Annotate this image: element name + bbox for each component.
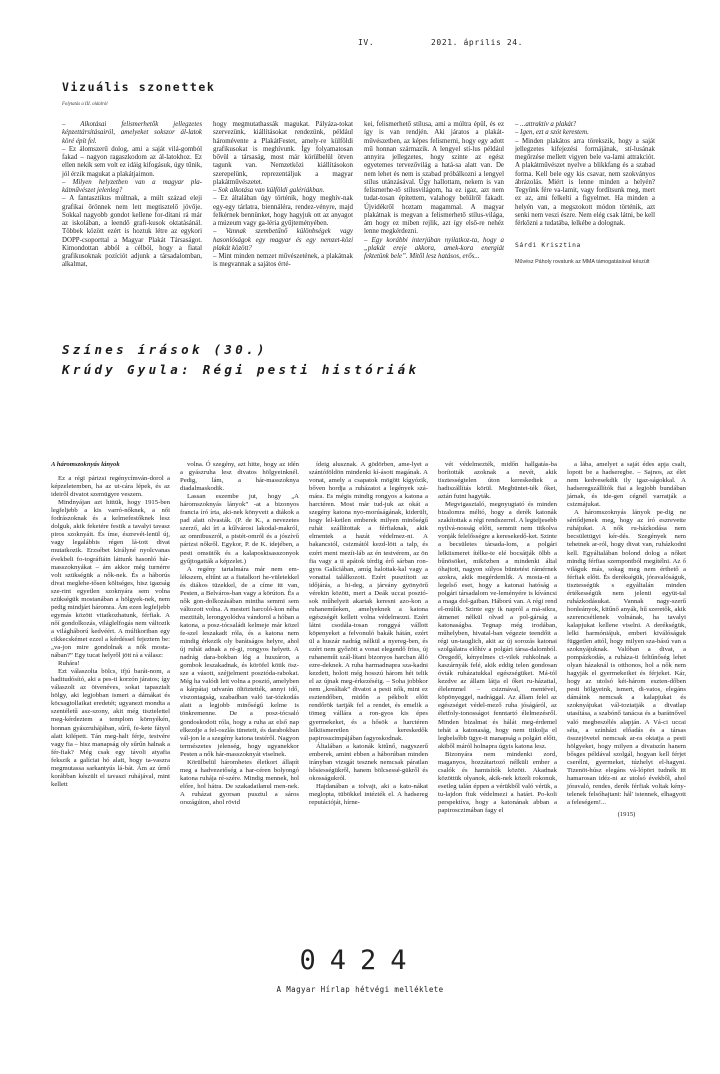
author-signature: Sárdi Krisztina: [515, 242, 581, 250]
interview-columns: [62, 121, 657, 270]
interview-question: – Sok alkotása van külföldi galériákban.: [213, 187, 325, 194]
article-paragraph: Megvigasztaló, megnyugtató és minden bizalomra méltó, hogy a derék katonák szakítottak a régi rendszerrel. A legteljesebb nyilvá-nosság előtt, semmit nem titkolva vonják felelősségre a keresekedő-ket. Szinte a becsületes társada-lom, a polgári lelkiismeret ítélke-te elé bocsátják ölbb a bűnösöket, miközben a mindenki által óhajtott, nagyon súlyos büntetést rámérnek azokra, akik megérdemlik. A mosta-ni a legelső eset, hogy a katonai hatóság a polgári társadalom ve-leményére is kíváncsi a maga dol-gaiban. Háború van. A régi rend el-múlik. Szinte egy ik napról a má-sikra, átmenet nélkül olvad a pol-gárság a katonaságba. Tegnap még irodában, műhelyben, hivatal-ban végezte teendőit a régi un-tauglich, akit az új sorozás katonai szolgálatra előhív a polgári társa-dalomból. Öregedő, kényelmes ci-vilek ruhkolnak a kaszárnyák felé, akik eddig telen gondosan óvták ruházatukkal egészségüket. Má-tól kezdve az állam látja el őket ru-házattal, élelemmel – csizmával, mentével, köpönyeggel, nadrággal. Az állam felel az egészséget védel-mező ruha jóságáról, az életfoly-tonosságot fenntartó élelmezésről. Minden bizalmat és hálát meg-érdemel tehát a katonaság, hogy nem titkolja el legbelsőbb ügye-it manapság a polgári előtt, akiből máról holnapra úgyis katona lesz.: [438, 501, 557, 750]
interview-question: – Alkotásai felismerhetők jellegzetes képzettársításairól, amelyeket sokszor ál-latok köré épít fel.: [62, 121, 202, 145]
article-column: [567, 461, 686, 819]
article-paragraph: Mindnyájan azt hittük, hogy 1915-ben legfeljebb a kis varró-nőknek, a női fodrászoknak és a kelmefestőknek lesz dolguk, akik feketére festik a tavalyi tavasz piros szoknyáit. És íme, észrevét-lenül új, vagy legalábbis régen lá-tott divat mutatkozik. Erzsébet királyné nyolcvanas évekbeli fo-tográfiáin láttunk hasonló hár-masszoknyákat – ám akkor még turnérre volt szükségük a nők-nek. És a háborús divat meglehe-tősen költséges, hisz igazság sze-rint egyetlen szoknyára sem volna szükségük mostanában a hölgyek-nek, nem pedig mindjárt háromra. Ám ezen legfeljebb egymás között vitatkozhatunk, férfiak. A nőí gondolkozás, világlelfogás nem változik a világháború kedvéért. A múltkoriban egy cikkecskémet ezzel a kérdéssel fejeztem be: „va-jon mire gondolnak a nők mosta-nában?” Egy tucat helyről jött rá a válasz:: [51, 499, 170, 660]
article-column: [180, 461, 299, 819]
article-paragraph: a lába, amelyet a saját édes apja csalt, lopott be a hadseregbe. – Sajnos, az élet nem kedvesekdik ily igaz-ságokkal. A hadseregszállítók fiai a legjobb bundában járnak, és ide-gen cégnél varratják a csizmájukat.: [567, 461, 686, 509]
article-paragraph: Körülbelül háromhetes életkort állapít meg a hadvezetőség a har-céren bolyongó katona ruhája ré-szére. Mindig mennek, hol előre, hol hátra. De szakadatlanul men-nek. A ruházat gyorsan pusztul a sáros országúton, ahol rövid: [180, 758, 299, 806]
series-title: Színes írások (30.): [62, 342, 268, 357]
article-paragraph: volna. Ó szegény, azt hitte, hogy az idén a gyászruha lesz divatos hölgyeinknél. Pedig, lám, a hár-masszoknya diadalmaskodik.: [180, 461, 299, 493]
article-column: [51, 461, 170, 819]
interview-column: [364, 121, 504, 270]
interview-answer: hogy megmutathassák magukat. Pályáza-tokat szervezünk, kiállításokat rendezünk, például háromévente a PlakátFestet, amely-re külföldi grafikusokat is meghívunk. Így folyamatosan bővül a társaság, most már körülbelül ötven tagunk van. Nemzetközi kiállításokon szerepelünk, reprezentáljuk a magyar plakátművészetet.: [213, 121, 353, 186]
article-column: [438, 461, 557, 819]
article-paragraph: ídeig alusznak. A gödörben, ame-lyet a szántóföldön mindenki kí-ásott magának. A vonat, amely a csapatok mögött kígyózik, bőven hordja a ruházatot a legények szá-mára. Es mégis mindig rongyos a katona a harctéren. Most már tud-juk az okát a szegény katona nyo-morúságának, kiderült, hogy lel-ketlen emberek milyen minőségű ruhát szállítottak a férfiaknak, akik elmentek a hazát védelmez-ni. A bakancstól, csizmától kezd-lött a talp, és ezért ment mezít-láb az én testvérem, az ön fia vagy a ti apátok térdig érő sárban ron-gyos Galíciában, amíg halottak-kal vagy a vonattal találkozott. Ezért pusztított az időjárás, a hi-deg, a járvány gyönyörű vérekin között, mert a Deák uccai posztó-sok műhelyeit akartak keresni azo-kon a ruhaneműeken, amelyeknek a katona egészségét kellett volna védelmezni. Ezért látni csodála-tosan ronggyá vállott köpenyeket a felvonuló bakák hátán, ezért ül a huszár nadrág nélkül a nyereg-ben, és ezért nem győzött a vonat elegendő friss, új ruhaneműt szál-lítani bizonyos harcban álló ezre-deknek. A ruha harmadnapra sza-kadni kezdett, holott még hosszú három hét telik el az újnak meg-érkezéséig. – Soha jobbkor nem „kreáltak” divatot a pesti nők, mint ez esztendőben, midőn a pékbolt előtt rendőrök tartják fel a rendet, és emelik a tömeg vállára a ron-gyos kis épes gyermekeket, és a hősök a harctéren lelkiismeretlen kereskedők papirosszimpájában fagyoskodnak.: [309, 461, 428, 742]
interview-answer: – Mint minden nemzet művészetének, a plakátnak is megvannak a sajátos érté-: [213, 253, 353, 269]
article-paragraph: Ez a régi párizsi regénycímván-dorol a képzeletemben, ha az ut-cára lépek, és az ideiről divatot szemügyre veszem.: [51, 475, 170, 499]
sponsor-note: Művész Páholy rovatunk az MMA támogatásával készült: [515, 258, 650, 265]
article-year: (1915): [617, 811, 636, 819]
article-paragraph: Ezt válaszolta bölcs, ifjú barát-nom, a haditudósító, aki a pes-ti korzón járatos; így válaszolt az ötvenéves, sokat tapasztalt hölgy, aki legjobban ismeri a dámákat és köcsagtollaikat eredetét; ugyanezt mondta a szentéletű asz-szony, akit még tisztelettel meg-kérdeztem a templom környékén, honnan gyászruhájában, sűrű, fe-kete fátyol alatt kilépett. Tán meg-halt férje, testvére vagy fia – hisz manapság oly sűrűn halnak a fér-fiak? Még csak egy távoli atyafia fekszik a galíciai hó alatt, hogy ta-vaszra megmutassa sarkantyús lá-bát. Ám az úrnő korábban készült el tavaszi ruhájával, mint kellett: [51, 668, 170, 788]
interview-answer: – A fantasztikus múltnak, a múlt század eleji grafikai őrönnek nem lett megtisztelő jövője. Sokkal nagyobb gondot kellene for-dítani rá már az iskolában, a leendő grafi-kusok oktatásánál. Többek között ezért is hoztuk létre az egykori DOPP-csoporttal a Magyar Plakát Társaságot. Kimondottan abból a célból, hogy a fiatal grafikusoknak pozíciót adjunk a társadalomban, alkalmat,: [62, 195, 202, 269]
article-paragraph: Hajdanában a tolvajt, aki a kato-nákat meglopta, tübökkel intézték el. A hadsereg reputációját, hírne-: [309, 782, 428, 806]
article-paragraph: Lassan eszembe jut, hogy „A háromszoknyás lányok” -at a bizonyos francia író írta, aki-nek könyveit a diákok a pad alatt olvasták. (P. de K., a nevezetes szerző, aki írt a kűlvárosi lakodal-makról, az omnibuszról, a pistét-omról és a jószívű párizsi nőkről. Egykor, P. de K. idejében, a pesti omsütők és a kalaposkisasszonyok gyűjtogatták a képzelet.): [180, 493, 299, 565]
interview-column: [62, 121, 202, 270]
interview-question: – Vannak szembetűnő különbségek vagy hasonlóságok egy magyar és egy nemzet-közi plakát között?: [213, 228, 353, 252]
article-paragraph: A háromszoknyás lányok pe-dig ne sértődjenek meg, hogy az író eszrevette ruhájukat. A nők ru-házkodása nem becsületügyi kér-dés. Szegények nem tehetnek ar-ról, hogy divat van, ruházkodni kell. Egyáltalában bolond dolog a nőket mindig férfias szempontból megítélni. Az ő világuk más, sokag meg nem érthető a férfiak előtt. És derékségük, jóravalóságuk, tisztességük s egyáltalán minden értékességük nem jelenti együt-tal ruházkodásukat. Vannak nagy-szerű honleányok, kitűnő anyák, hű szeretők, akik szerencsétlenek volnának, ha tavalyi kalapjukat kellene viselni. A derékségük, lelki harmóniájuk, emberi kiválóságuk független attól, hogy milyen sza-bású van a szoknyájuknak. Valóban a divat, a pompázkodás, a ruháza-ti feltűnőség lehet olyan házaknál is otthonos, hol a nők nem hagyják el gyermekeiket és férjeket. Kár, hogy az utolsó két-három eszten-dőben pesti hölgyeink, ismert, di-vatos, elegáns dámáink nemcsak a kalapjukat és szoknyájukat vál-toztatják a divatlap utasítása, a szabónő tanácsa és a barátnővel való megbeszélés alapján. A Vá-ci uccai séta, a színházi előadás és a társas összejövetel nemcsak ar-ra oktatja a pesti hölgyeket, hogy milyen a divatszín hanem bősges példával szolgál, hogyan kell férjet cserélni, gyermeket, túzhelyt el-hagyni. Tizenöt-húsz elegáns vá-lópört tudnék itt hamarosan idéz-ni az utolsó évekből, ahol jóravaló, rendes, derék férfiak voltak kény-telenek felsóhajtani: hál' istennek, elhagyott a feleségem!...: [567, 509, 686, 806]
interview-question: – Igen, ezt a szót kerestem.: [515, 129, 589, 137]
interview-answer: – Minden plakátos arra törekszik, hogy a saját jellegzetes kifejezési formájának, stí-lusának megőrzése mellett vigyen bele va-lami attrakciót. A plakátművészet nyelve a blikkfang és a szabad forma. Kell bele egy kis csavar, nem szokványos ábrázolás. Miért is lenne minden a helyén? Tegyünk fére va-lamit, vagy fordítsunk meg, mert ez az, ami felkelti a figyelmet. Ha minden a helyén van, a megszokott módon történik, azt senki nem veszi észre. Nem elég csak látni, be kell férkőzni a tudatába, lelkébe a dolognak.: [515, 137, 655, 227]
interview-column: [213, 121, 353, 270]
interview-answer: – Ez általában úgy történik, hogy meghív-nak egy-egy tárlatra, biennáléra, rendez-vényre, majd felkérnek bennünket, hogy hagyjuk ott az anyagot a múzeum vagy ga-léria gyűjteményében.: [213, 195, 353, 227]
interview-answer: kei, felismerhető stílusa, ami a múltra épül, és ez így is van rendjén. Aki járatos a plakát-művészetben, az képes felismerni, hogy egy adott mű honnan származik. A lengyel stí-lus például annyira jellegzetes, hogy szinte az egész egyetemes tervezővilág a hatá-sa alatt van. De nem lehet és nem is szabad próbálkozni a lengyel stílus utánzásával. Úgy hallottam, nekem is van felismerhe-tő stílusvilágom, ha ez igaz, azt nem tudat-tosan építettem, valahogy belülről fakadt. Újvidékről hoztam magammal. A magyar plakátnak is megvan a felismerhető stílus-világa, ám hogy ez miben rejlik, azt így első-re nehéz lenne megkérdezni.: [364, 121, 504, 236]
issue-number: IV.: [358, 38, 375, 47]
article-paragraph: Ruhára!: [58, 660, 80, 668]
article-paragraph: Bizonyára nem mindenki zord, maganyos, hozzátartozó nélküli ember a csalók és hamisítók között. Akadnak közöttük olyanok, akik-nek közeli rokonuk, esetleg talán éppen a vérükből való vérük, a tu-lajdon fiuk védelmezi a határt. Po-koli perspektíva, hogy a katonának abban a papirosczimában fagy el: [438, 750, 557, 815]
interview-question: – ...attraktív a plakát?: [515, 121, 577, 128]
page-number: 0424: [299, 945, 421, 976]
continued-note: Folytatás a III. oldalról: [62, 102, 108, 107]
interview-column: [515, 121, 655, 270]
article-paragraph: Általában a katonák kitűnő, nagyszerű emberek, amint ebben a háborúban minden irányban vizsgát tesznek nemcsak páratlan hősiességükről, hanem bölcsessé-gükről és okosságukról.: [309, 742, 428, 782]
article-paragraph: vét védelmezték, midőn hallgatás-ba borították azoknak a nevét, akik tisztességtelen úton kereskedtek a hadiszállítás körül. Megbüntet-ték őket, aztán futni hagyták.: [438, 461, 557, 501]
issue-date: 2021. április 24.: [431, 38, 524, 47]
interview-answer: – Ez álomszerű dolog, ami a saját vilá-gomból fakad – nagyon ragaszkodom az ál-latokhoz. Ez ellen nekik sem volt ez idáig kifogásuk, úgy tűnik, jól érzik magukat a plakátjaimon.: [62, 145, 202, 178]
article-columns: [51, 461, 687, 819]
interview-question: – Milyen helyzetben van a magyar pla-kátművészet jelenleg?: [62, 178, 202, 194]
article-column: [309, 461, 428, 819]
interview-question: – Egy korábbi interjúban nyilatkoz-ta, hogy a „plakát ereje akkora, amek-kora energiát fektetünk bele”. Mitől lesz hatásos, erős...: [364, 236, 504, 260]
article-title: Krúdy Gyula: Régi pesti históriák: [62, 362, 420, 377]
section-title: Vizuális szonettek: [62, 80, 216, 94]
article-subheading: A háromszoknyás lányok: [51, 461, 120, 468]
supplement-footer: A Magyar Hírlap hétvégi melléklete: [276, 985, 444, 994]
article-paragraph: A regény tartalmára már nem em-lékszem, eltűnt az a fiatalkori he-vületekkel és diákos tüzekkel, de a címe itt van, Pesten, a Belváros-ban vagy a körúton. És a nők gon-dolkozásában mintha semmi sem változott volna. A mesteri harcoló-kon néha meztitáb, lerongyolódva vándorol a hóban a katona, a posz-tócsaládi kelmeje már közel fe-szel leszakadt róla, és a katona nem mindig érkezik oly barátságos helyre, ahol új ruhát adnak a ré-gi, rongyos helyett. A nadrág dara-bokban lóg a huszáron, a gombok leszakadnak, és köröfel kötik ösz-sze a vásott, széjjelment posztóda-rabokat. Még ha valódi lett volna a posztó, amelyben a kárpátaj udvarán öltöztették, annyi idő, viszontagság, szabadban való tar-tózkodás alatt a legjobb minőségű kelme is tönkremenne. De a posz-tócsaló gondoskodott róla, hogy a ruha az első nap elkezdje a fel-oszlás tüneteit, és darabokban vál-jon le a szegény katona testéről. Nagyon természetes jelenség, hogy ugyanekkor Pesten a nők hár-masszoknyát viselnek.: [180, 565, 299, 758]
